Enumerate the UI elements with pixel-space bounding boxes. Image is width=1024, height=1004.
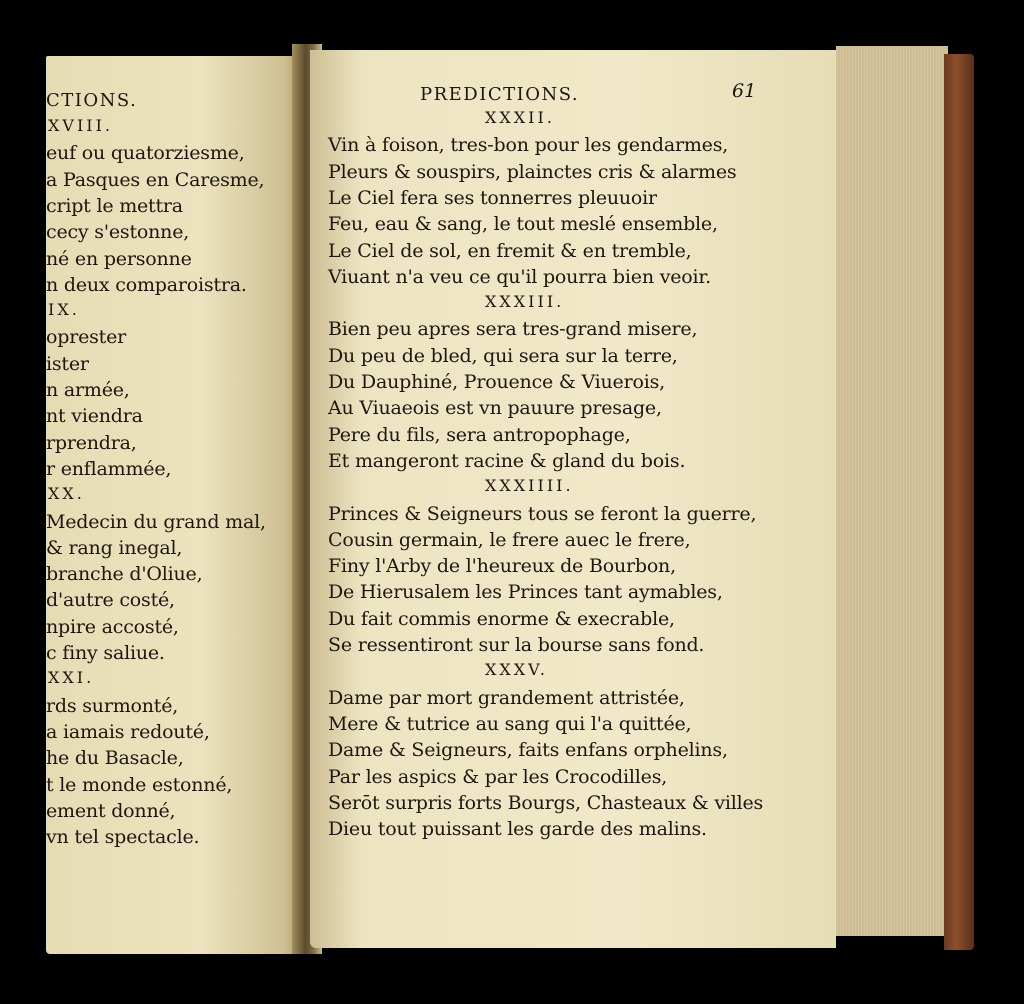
verse-line: npire accosté, xyxy=(46,615,179,638)
verse-line: cecy s'estonne, xyxy=(46,221,190,244)
verse-line: oprester xyxy=(46,326,127,349)
left-running-header: CTIONS. xyxy=(46,90,138,111)
verse-line: Du Dauphiné, Prouence & Viuerois, xyxy=(328,371,665,393)
verse-line: a Pasques en Caresme, xyxy=(46,168,265,191)
stanza-numeral: XVIII. xyxy=(48,116,113,135)
verse-line: Feu, eau & sang, le tout meslé ensemble, xyxy=(328,213,718,236)
verse-line: Se ressentiront sur la bourse sans fond. xyxy=(328,634,705,656)
verse-line: Par les aspics & par les Crocodilles, xyxy=(328,765,668,788)
verse-line: ister xyxy=(46,352,89,375)
right-running-header: PREDICTIONS. xyxy=(420,84,580,105)
stanza-numeral: XXXIIII. xyxy=(485,476,574,496)
verse-line: he du Basacle, xyxy=(46,747,184,770)
verse-line: Serōt surpris forts Bourgs, Chasteaux & villes xyxy=(328,791,764,814)
verse-line: Mere & tutrice au sang qui l'a quittée, xyxy=(328,712,692,735)
verse-line: Pleurs & souspirs, plainctes cris & alarmes xyxy=(328,160,737,183)
verse-line: Princes & Seigneurs tous se feront la guerre, xyxy=(328,502,757,525)
verse-line: & rang inegal, xyxy=(46,536,183,559)
page-number: 61 xyxy=(732,80,757,102)
verse-line: Du peu de bled, qui sera sur la terre, xyxy=(328,344,678,367)
verse-line: rprendra, xyxy=(46,431,137,454)
left-page xyxy=(46,56,304,954)
verse-line: nt viendra xyxy=(46,405,143,428)
verse-line: De Hierusalem les Princes tant aymables, xyxy=(328,581,723,604)
verse-line: Dame & Seigneurs, faits enfans orphelins, xyxy=(328,739,728,762)
verse-line: r enflammée, xyxy=(46,457,172,480)
verse-line: branche d'Oliue, xyxy=(46,563,203,586)
verse-line: Vin à foison, tres-bon pour les gendarmes, xyxy=(328,134,729,157)
verse-line: Bien peu apres sera tres-grand misere, xyxy=(328,318,698,341)
verse-line: Le Ciel de sol, en fremit & en tremble, xyxy=(328,239,692,262)
verse-line: Pere du fils, sera antropophage, xyxy=(328,423,631,446)
verse-line: euf ou quatorziesme, xyxy=(46,142,245,165)
verse-line: n deux comparoistra. xyxy=(46,273,247,296)
verse-line: cript le mettra xyxy=(46,194,183,217)
stanza-numeral: XXXIII. xyxy=(485,292,565,312)
verse-line: Dame par mort grandement attristée, xyxy=(328,686,685,709)
verse-line: n armée, xyxy=(46,379,130,401)
verse-line: rds surmonté, xyxy=(46,694,179,717)
verse-line: Au Viuaeois est vn pauure presage, xyxy=(328,397,662,420)
stanza-numeral: XX. xyxy=(48,484,85,504)
verse-line: t le monde estonné, xyxy=(46,773,233,796)
verse-line: d'autre costé, xyxy=(46,589,175,612)
stanza-numeral: IX. xyxy=(48,300,80,320)
verse-line: Dieu tout puissant les garde des malins. xyxy=(328,818,707,841)
verse-line: Du fait commis enorme & execrable, xyxy=(328,607,675,630)
verse-line: a iamais redouté, xyxy=(46,720,210,743)
verse-line: Finy l'Arby de l'heureux de Bourbon, xyxy=(328,555,676,578)
page-edges xyxy=(836,46,948,936)
verse-line: né en personne xyxy=(46,247,192,270)
verse-line: Cousin germain, le frere auec le frere, xyxy=(328,528,691,551)
book-cover-edge xyxy=(944,54,974,950)
right-page xyxy=(310,50,836,948)
stanza-numeral: XXI. xyxy=(48,668,95,688)
verse-line: ement donné, xyxy=(46,799,176,822)
open-book xyxy=(44,44,976,954)
verse-line: Viuant n'a veu ce qu'il pourra bien veoir. xyxy=(328,265,712,288)
stanza-numeral: XXXII. xyxy=(485,108,555,127)
verse-line: Medecin du grand mal, xyxy=(46,510,266,533)
stanza-numeral: XXXV. xyxy=(485,660,549,680)
verse-line: vn tel spectacle. xyxy=(46,826,200,849)
verse-line: c finy saliue. xyxy=(46,642,165,664)
verse-line: Et mangeront racine & gland du bois. xyxy=(328,449,686,472)
verse-line: Le Ciel fera ses tonnerres pleuuoir xyxy=(328,186,657,209)
